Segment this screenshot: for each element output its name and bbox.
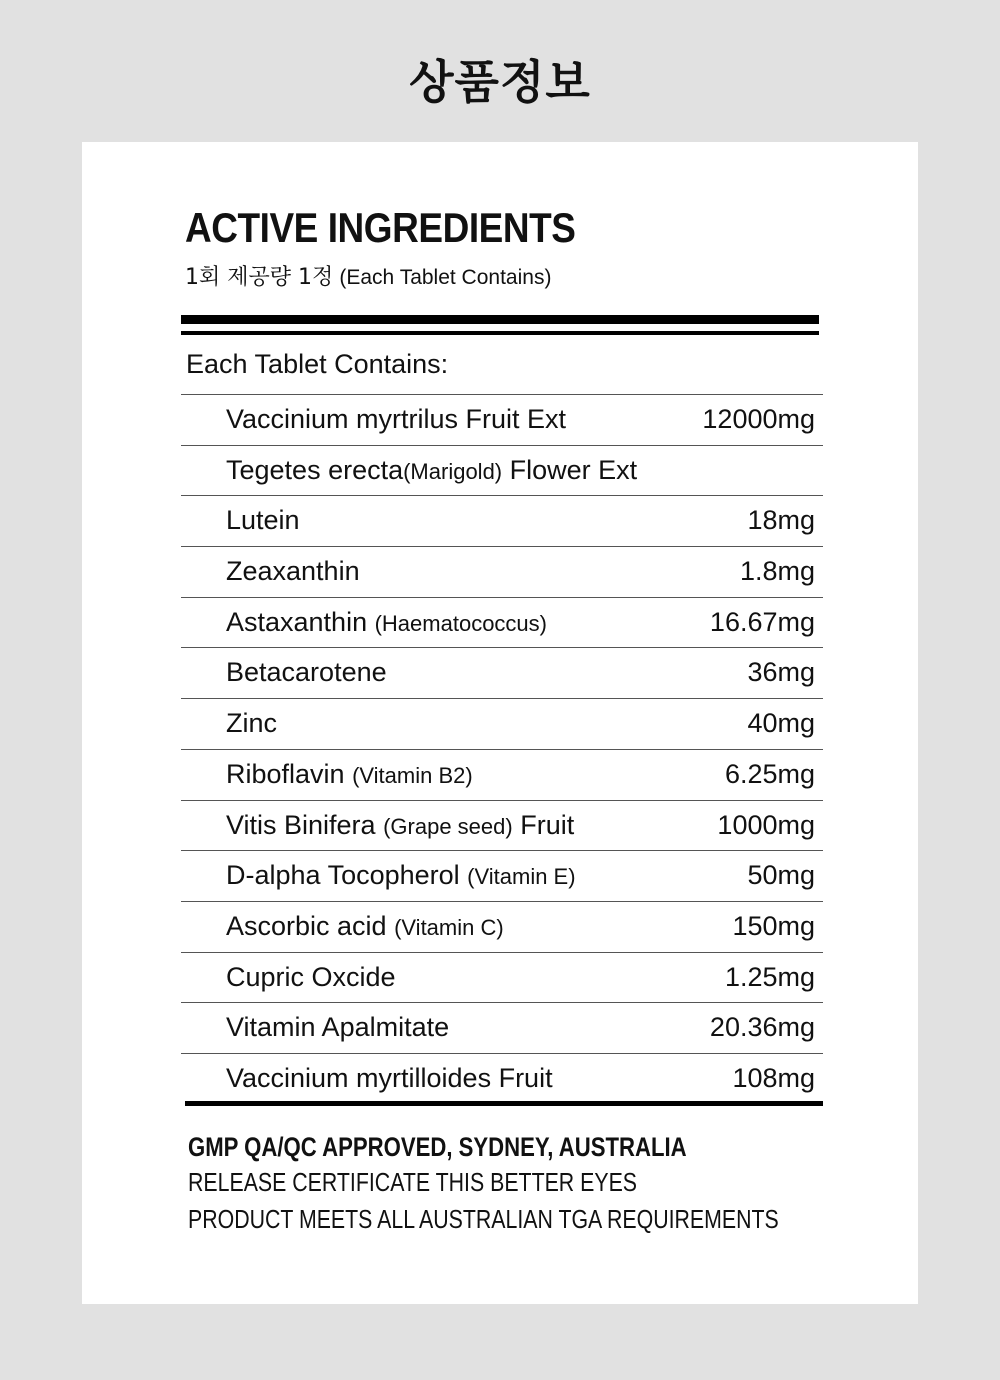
ingredient-main-name: Betacarotene bbox=[226, 657, 387, 688]
ingredient-main-name: D-alpha Tocopherol bbox=[226, 860, 468, 891]
ingredient-main-name: Vaccinium myrtilloides Fruit bbox=[226, 1062, 553, 1093]
ingredients-table bbox=[181, 394, 823, 1104]
ingredient-amount: 16.67mg bbox=[709, 606, 815, 637]
ingredient-main-name: Astaxanthin bbox=[226, 606, 375, 637]
ingredient-name bbox=[226, 902, 504, 952]
serving-size bbox=[185, 262, 551, 293]
table-row bbox=[181, 901, 823, 952]
ingredient-main-name: Zeaxanthin bbox=[226, 556, 360, 587]
ingredient-name bbox=[226, 446, 637, 496]
ingredient-name bbox=[226, 750, 473, 800]
ingredient-note: (Marigold) bbox=[403, 458, 503, 484]
ingredient-main-name: Cupric Oxcide bbox=[226, 961, 396, 992]
ingredient-amount: 18mg bbox=[747, 505, 815, 536]
ingredient-note: (Grape seed) bbox=[383, 813, 513, 839]
ingredient-amount: 108mg bbox=[732, 1062, 815, 1093]
ingredient-name bbox=[226, 1054, 553, 1104]
table-row bbox=[181, 445, 823, 496]
ingredient-name bbox=[226, 547, 360, 597]
table-row bbox=[181, 800, 823, 851]
ingredient-name-tail: Fruit bbox=[512, 809, 575, 840]
ingredient-amount: 150mg bbox=[732, 910, 815, 941]
table-row bbox=[181, 952, 823, 1003]
serving-size-korean: 1회 제공량 1정 bbox=[185, 265, 334, 290]
ingredient-main-name: Lutein bbox=[226, 505, 300, 536]
ingredient-amount: 12000mg bbox=[702, 404, 815, 434]
table-row bbox=[181, 546, 823, 597]
ingredient-amount: 50mg bbox=[747, 860, 815, 891]
release-certificate-text: RELEASE CERTIFICATE THIS BETTER EYES bbox=[188, 1167, 638, 1197]
ingredient-main-name: Vitamin Apalmitate bbox=[226, 1012, 450, 1043]
ingredients-card bbox=[82, 142, 918, 1304]
ingredient-note: (Haematococcus) bbox=[374, 610, 547, 636]
serving-size-english: (Each Tablet Contains) bbox=[339, 266, 552, 289]
table-row bbox=[181, 850, 823, 901]
ingredient-name bbox=[226, 395, 566, 445]
ingredient-main-name: Tegetes erecta bbox=[226, 454, 404, 485]
ingredient-name bbox=[226, 1003, 449, 1053]
ingredient-note: (Vitamin E) bbox=[467, 864, 576, 890]
ingredient-name bbox=[226, 801, 574, 851]
active-ingredients-heading: ACTIVE INGREDIENTS bbox=[185, 204, 576, 251]
ingredient-name bbox=[226, 851, 576, 901]
ingredient-main-name: Ascorbic acid bbox=[226, 910, 395, 941]
header-divider-thick bbox=[181, 315, 819, 324]
ingredient-name bbox=[226, 648, 387, 698]
ingredient-main-name: Riboflavin bbox=[226, 758, 353, 789]
table-row bbox=[181, 394, 823, 445]
table-row bbox=[181, 495, 823, 546]
ingredient-note: (Vitamin B2) bbox=[352, 762, 473, 788]
table-row bbox=[181, 1053, 823, 1104]
header-divider-thin bbox=[181, 331, 819, 335]
tga-requirements-text: PRODUCT MEETS ALL AUSTRALIAN TGA REQUIREMENTS bbox=[188, 1204, 779, 1234]
ingredient-main-name: Zinc bbox=[226, 708, 278, 739]
ingredient-name bbox=[226, 953, 396, 1003]
ingredient-amount: 1.8mg bbox=[739, 556, 815, 587]
certification-footer bbox=[188, 1130, 868, 1238]
table-row bbox=[181, 1002, 823, 1053]
ingredient-main-name: Vaccinium myrtrilus Fruit Ext bbox=[226, 404, 567, 434]
ingredient-name-tail: Flower Ext bbox=[502, 454, 638, 485]
page-title: 상품정보 bbox=[409, 55, 591, 109]
ingredient-name bbox=[226, 699, 277, 749]
ingredient-amount: 20.36mg bbox=[709, 1012, 815, 1043]
gmp-approval-text: GMP QA/QC APPROVED, SYDNEY, AUSTRALIA bbox=[188, 1132, 687, 1162]
table-row bbox=[181, 597, 823, 648]
ingredient-name bbox=[226, 496, 300, 546]
ingredient-amount: 1.25mg bbox=[724, 961, 815, 992]
table-row bbox=[181, 749, 823, 800]
table-bottom-divider bbox=[185, 1101, 823, 1106]
ingredient-amount: 40mg bbox=[747, 708, 815, 739]
ingredient-amount: 6.25mg bbox=[724, 758, 815, 789]
table-header: Each Tablet Contains: bbox=[186, 349, 449, 379]
table-row bbox=[181, 647, 823, 698]
ingredient-amount: 36mg bbox=[747, 657, 815, 688]
ingredient-amount: 1000mg bbox=[717, 809, 815, 840]
ingredient-name bbox=[226, 598, 547, 648]
table-row bbox=[181, 698, 823, 749]
ingredient-note: (Vitamin C) bbox=[394, 914, 504, 940]
ingredient-main-name: Vitis Binifera bbox=[226, 809, 384, 840]
